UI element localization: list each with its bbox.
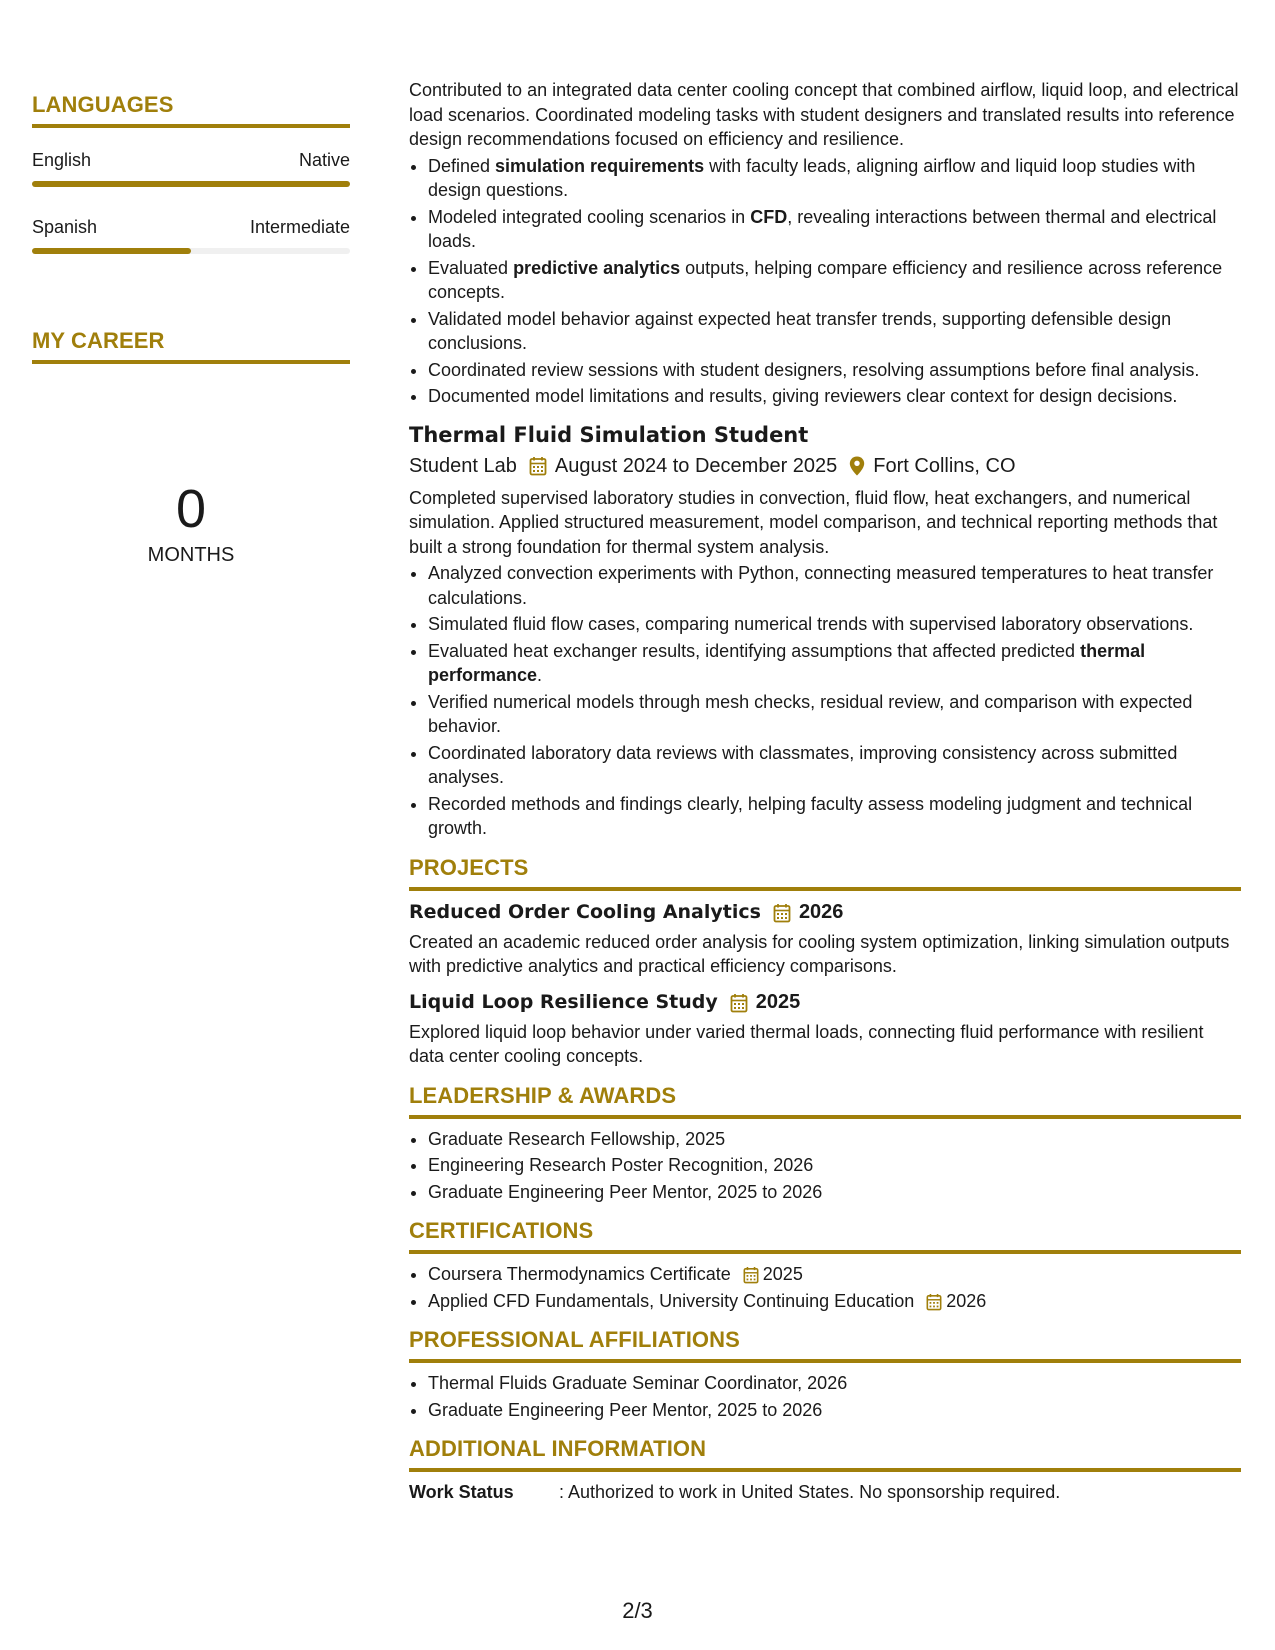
languages-heading: LANGUAGES (32, 92, 350, 128)
project-description: Explored liquid loop behavior under varied thermal loads, connecting fluid performance with resilient data center cooling concepts. (409, 1021, 1204, 1066)
certification-year: 2026 (946, 1290, 987, 1311)
certification-name: Coursera Thermodynamics Certificate (428, 1264, 731, 1284)
project-name: Reduced Order Cooling Analytics (409, 901, 761, 923)
language-item (32, 150, 350, 187)
list-item: • Coordinated laboratory data reviews with classmates, improving consistency across submitted analyses. (428, 741, 1241, 790)
language-proficiency-bar (32, 248, 350, 254)
job-bullets (409, 154, 1241, 409)
certifications-heading: CERTIFICATIONS (409, 1218, 1241, 1254)
project-description: Created an academic reduced order analysis for cooling system optimization, linking simulation outputs with predictive analytics and practical efficiency comparisons. (409, 931, 1230, 976)
list-item: • Validated model behavior against expected heat transfer trends, supporting defensible design conclusions. (428, 307, 1241, 356)
list-item: • Evaluated predictive analytics outputs, helping compare efficiency and resilience across reference concepts. (428, 256, 1241, 305)
job-title: Thermal Fluid Simulation Student (409, 422, 809, 447)
location-pin-icon (849, 456, 865, 476)
list-item: • Analyzed convection experiments with Python, connecting measured temperatures to heat transfer calculations. (428, 561, 1241, 610)
project-item (409, 901, 1241, 979)
calendar-icon (773, 901, 791, 923)
leadership-heading: LEADERSHIP & AWARDS (409, 1083, 1241, 1119)
language-item (32, 217, 350, 254)
language-level: Native (298, 150, 350, 170)
career-heading: MY CAREER (32, 328, 350, 364)
career-months-unit: MONTHS (147, 544, 235, 566)
calendar-icon (743, 1264, 759, 1284)
job-meta (409, 455, 1241, 478)
certification-name: Applied CFD Fundamentals, University Continuing Education (428, 1290, 915, 1311)
list-item: • Modeled integrated cooling scenarios in CFD, revealing interactions between thermal and electrical loads. (428, 205, 1241, 254)
main-content (409, 78, 1241, 1503)
job-summary: Contributed to an integrated data center cooling concept that combined airflow, liquid loop, and electrical load scenarios. Coordinated modeling tasks with student designers and translated results into reference design recommendations focused on efficiency and resilience. (409, 80, 1239, 149)
job-bullets (409, 561, 1241, 841)
language-proficiency-fill (32, 181, 350, 187)
project-item (409, 991, 1241, 1069)
career-months-value: 0 (175, 479, 207, 539)
list-item (428, 1262, 1241, 1287)
language-proficiency-fill (32, 248, 191, 254)
job-employer: Student Lab (409, 454, 517, 477)
project-year: 2025 (755, 990, 801, 1013)
list-item: • Defined simulation requirements with faculty leads, aligning airflow and liquid loop studies with design questions. (428, 154, 1241, 203)
list-item: • Coordinated review sessions with student designers, resolving assumptions before final analysis. (428, 358, 1241, 383)
work-status-value: : Authorized to work in United States. No sponsorship required. (559, 1482, 1061, 1502)
calendar-icon (730, 991, 748, 1013)
job-summary: Completed supervised laboratory studies in convection, fluid flow, heat exchangers, and numerical simulation. Applied structured measurement, model comparison, and technical reporting methods that built a strong foundation for thermal system analysis. (409, 487, 1218, 557)
list-item: • Verified numerical models through mesh checks, residual review, and comparison with expected behavior. (428, 690, 1241, 739)
list-item: • Graduate Engineering Peer Mentor, 2025 to 2026 (428, 1398, 1241, 1423)
list-item: • Graduate Engineering Peer Mentor, 2025 to 2026 (428, 1180, 1241, 1205)
list-item: • Recorded methods and findings clearly, helping faculty assess modeling judgment and technical growth. (428, 792, 1241, 841)
list-item: • Graduate Research Fellowship, 2025 (428, 1127, 1241, 1152)
job-location: Fort Collins, CO (873, 454, 1016, 477)
list-item (428, 1289, 1241, 1314)
projects-heading: PROJECTS (409, 855, 1241, 891)
page-number: 2/3 (622, 1598, 653, 1623)
list-item: • Evaluated heat exchanger results, identifying assumptions that affected predicted thermal performance. (428, 639, 1241, 688)
affiliations-list (409, 1371, 1241, 1422)
calendar-icon (529, 456, 547, 476)
additional-info-heading: ADDITIONAL INFORMATION (409, 1436, 1241, 1472)
certifications-list (409, 1262, 1241, 1313)
affiliations-heading: PROFESSIONAL AFFILIATIONS (409, 1327, 1241, 1363)
language-name: English (32, 150, 92, 170)
list-item: • Engineering Research Poster Recognition, 2026 (428, 1153, 1241, 1178)
language-level: Intermediate (249, 217, 350, 237)
list-item: • Thermal Fluids Graduate Seminar Coordinator, 2026 (428, 1371, 1241, 1396)
leadership-list (409, 1127, 1241, 1205)
project-name: Liquid Loop Resilience Study (409, 991, 718, 1013)
sidebar (32, 92, 350, 567)
project-year: 2026 (798, 900, 844, 923)
work-status-row (409, 1482, 1241, 1503)
work-status-label: Work Status (409, 1482, 514, 1502)
language-name: Spanish (32, 217, 98, 237)
list-item: • Documented model limitations and results, giving reviewers clear context for design decisions. (428, 384, 1241, 409)
career-summary (32, 479, 350, 567)
certification-year: 2025 (762, 1264, 803, 1284)
calendar-icon (926, 1291, 942, 1311)
job-dates: August 2024 to December 2025 (554, 454, 838, 477)
list-item: • Simulated fluid flow cases, comparing numerical trends with supervised laboratory observations. (428, 612, 1241, 637)
language-proficiency-bar (32, 181, 350, 187)
